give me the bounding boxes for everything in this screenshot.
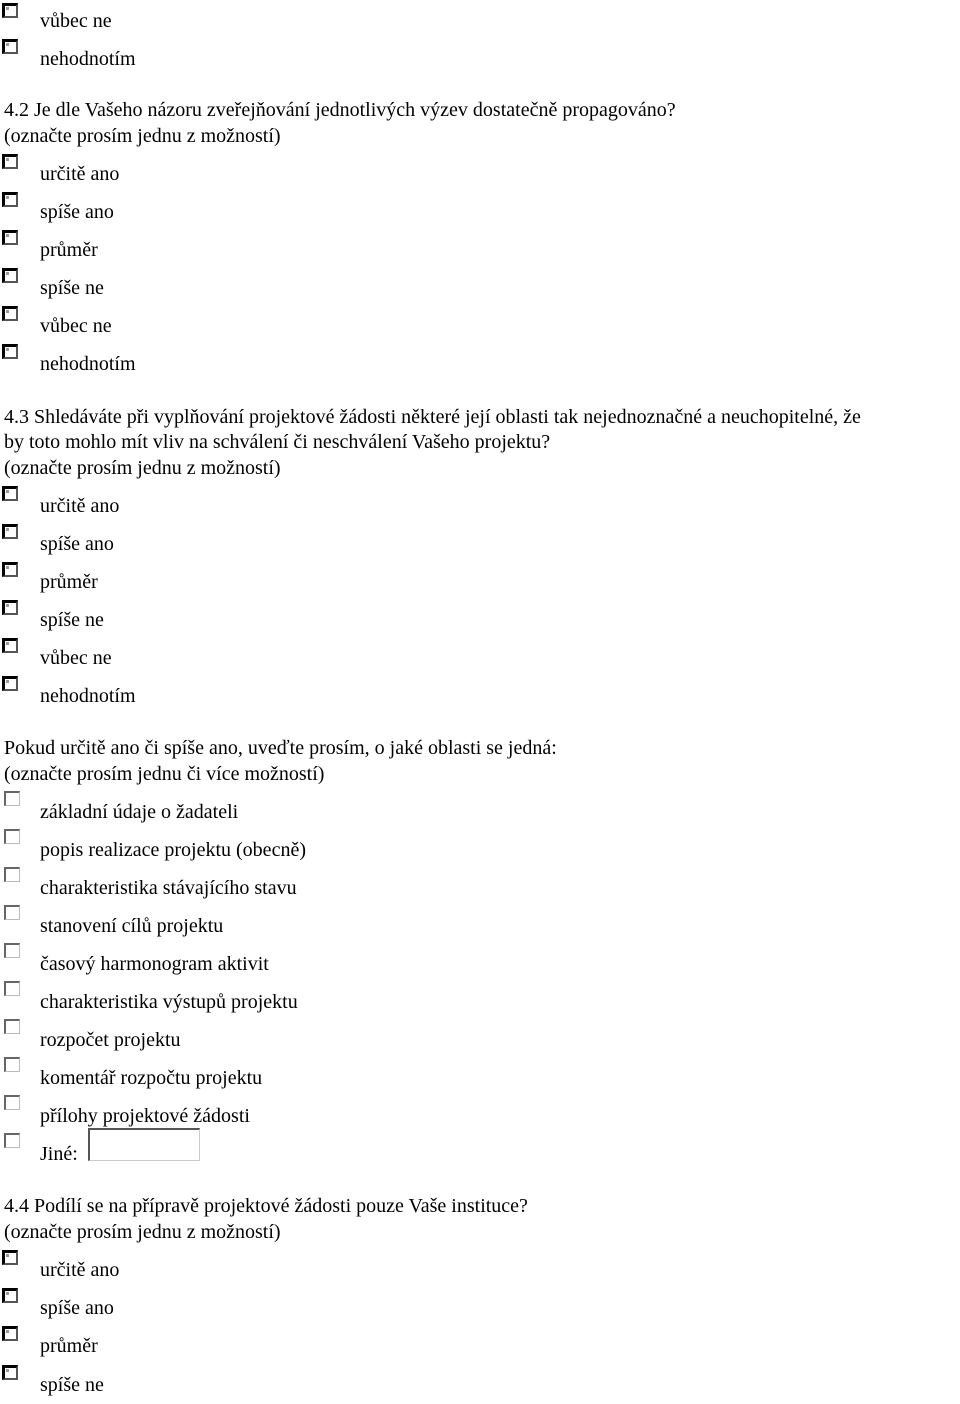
radio-button[interactable] xyxy=(2,192,18,207)
radio-button[interactable] xyxy=(2,3,18,18)
question-title-line-2: by toto mohlo mít vliv na schválení či neschválení Vašeho projektu? xyxy=(4,431,551,453)
radio-button[interactable] xyxy=(2,486,18,501)
option-label: nehodnotím xyxy=(40,353,136,375)
radio-option[interactable] xyxy=(0,1327,700,1365)
followup-title: Pokud určitě ano či spíše ano, uveďte prosím, o jaké oblasti se jedná: xyxy=(4,737,557,759)
radio-button[interactable] xyxy=(2,524,18,539)
option-label: časový harmonogram aktivit xyxy=(40,953,269,975)
radio-option[interactable] xyxy=(0,40,700,78)
option-label: průměr xyxy=(40,239,98,261)
followup-instruction: (označte prosím jednu či více možností) xyxy=(4,763,325,785)
checkbox[interactable] xyxy=(4,1095,20,1110)
radio-option[interactable] xyxy=(0,1251,700,1289)
other-text-input[interactable] xyxy=(88,1128,200,1161)
option-label: základní údaje o žadateli xyxy=(40,801,239,823)
option-label: spíše ano xyxy=(40,201,114,223)
option-label: rozpočet projektu xyxy=(40,1029,181,1051)
option-label: Jiné: xyxy=(40,1143,78,1165)
option-label: vůbec ne xyxy=(40,315,112,337)
radio-option[interactable] xyxy=(0,155,700,193)
checkbox-option[interactable] xyxy=(0,1059,700,1097)
checkbox-option[interactable] xyxy=(0,983,700,1021)
option-label: popis realizace projektu (obecně) xyxy=(40,839,306,861)
checkbox[interactable] xyxy=(4,1133,20,1148)
option-label: charakteristika stávajícího stavu xyxy=(40,877,297,899)
radio-option[interactable] xyxy=(0,1289,700,1327)
checkbox[interactable] xyxy=(4,829,20,844)
checkbox[interactable] xyxy=(4,791,20,806)
radio-option[interactable] xyxy=(0,525,700,563)
radio-button[interactable] xyxy=(2,1365,18,1380)
checkbox[interactable] xyxy=(4,943,20,958)
option-label: spíše ne xyxy=(40,277,104,299)
radio-button[interactable] xyxy=(2,39,18,54)
question-title: 4.2 Je dle Vašeho názoru zveřejňování jednotlivých výzev dostatečně propagováno? xyxy=(4,99,676,121)
radio-option[interactable] xyxy=(0,1366,700,1404)
radio-option[interactable] xyxy=(0,2,700,40)
radio-option[interactable] xyxy=(0,639,700,677)
option-label: spíše ano xyxy=(40,533,114,555)
radio-button[interactable] xyxy=(2,1250,18,1265)
checkbox-option[interactable] xyxy=(0,831,700,869)
checkbox[interactable] xyxy=(4,1019,20,1034)
option-label: charakteristika výstupů projektu xyxy=(40,991,298,1013)
option-label: komentář rozpočtu projektu xyxy=(40,1067,263,1089)
checkbox[interactable] xyxy=(4,867,20,882)
radio-button[interactable] xyxy=(2,600,18,615)
option-label: určitě ano xyxy=(40,1259,120,1281)
radio-button[interactable] xyxy=(2,230,18,245)
radio-button[interactable] xyxy=(2,1326,18,1341)
radio-option[interactable] xyxy=(0,601,700,639)
option-label: nehodnotím xyxy=(40,48,136,70)
checkbox-option[interactable] xyxy=(0,1021,700,1059)
option-label: spíše ne xyxy=(40,1374,104,1396)
option-label: stanovení cílů projektu xyxy=(40,915,224,937)
option-label: nehodnotím xyxy=(40,685,136,707)
option-label: spíše ano xyxy=(40,1297,114,1319)
radio-option[interactable] xyxy=(0,677,700,715)
question-instruction: (označte prosím jednu z možností) xyxy=(4,457,281,479)
option-label: průměr xyxy=(40,1335,98,1357)
radio-option[interactable] xyxy=(0,193,700,231)
radio-option[interactable] xyxy=(0,487,700,525)
option-label: určitě ano xyxy=(40,163,120,185)
question-title: 4.4 Podílí se na přípravě projektové žádosti pouze Vaše instituce? xyxy=(4,1195,528,1217)
checkbox-option[interactable] xyxy=(0,793,700,831)
checkbox[interactable] xyxy=(4,981,20,996)
radio-option[interactable] xyxy=(0,345,700,383)
option-label: průměr xyxy=(40,571,98,593)
option-label: spíše ne xyxy=(40,609,104,631)
radio-button[interactable] xyxy=(2,638,18,653)
checkbox-option[interactable] xyxy=(0,945,700,983)
radio-option[interactable] xyxy=(0,231,700,269)
option-label: přílohy projektové žádosti xyxy=(40,1105,250,1127)
option-label: určitě ano xyxy=(40,495,120,517)
question-title-line-1: 4.3 Shledáváte při vyplňování projektové žádosti některé její oblasti tak nejednoznačné a neuchopitelné, že xyxy=(4,406,861,428)
checkbox-option[interactable] xyxy=(0,907,700,945)
radio-button[interactable] xyxy=(2,1288,18,1303)
checkbox[interactable] xyxy=(4,905,20,920)
checkbox[interactable] xyxy=(4,1057,20,1072)
radio-button[interactable] xyxy=(2,306,18,321)
radio-option[interactable] xyxy=(0,307,700,345)
radio-button[interactable] xyxy=(2,676,18,691)
checkbox-option[interactable] xyxy=(0,869,700,907)
question-instruction: (označte prosím jednu z možností) xyxy=(4,125,281,147)
question-instruction: (označte prosím jednu z možností) xyxy=(4,1221,281,1243)
option-label: vůbec ne xyxy=(40,10,112,32)
radio-button[interactable] xyxy=(2,154,18,169)
radio-button[interactable] xyxy=(2,268,18,283)
radio-option[interactable] xyxy=(0,269,700,307)
radio-option[interactable] xyxy=(0,563,700,601)
radio-button[interactable] xyxy=(2,344,18,359)
option-label: vůbec ne xyxy=(40,647,112,669)
radio-button[interactable] xyxy=(2,562,18,577)
